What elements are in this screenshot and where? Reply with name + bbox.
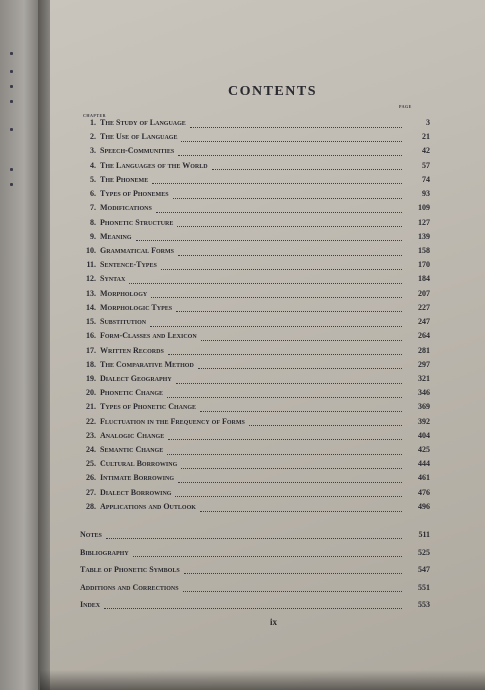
toc-entry <box>80 244 430 258</box>
toc-entry <box>80 301 430 315</box>
toc-entry <box>80 258 430 272</box>
dot-leader <box>181 464 402 469</box>
facing-page-mark <box>10 52 13 55</box>
toc-entry <box>80 272 430 286</box>
page-ref: 404 <box>418 430 430 440</box>
toc-entry <box>80 443 430 457</box>
chapter-title: Meaning <box>100 231 132 241</box>
page-ref: 21 <box>422 132 430 142</box>
chapter-list <box>80 116 430 514</box>
chapter-title: Grammatical Forms <box>100 245 174 255</box>
chapter-title: The Comparative Method <box>100 359 194 369</box>
toc-entry <box>80 457 430 471</box>
chapter-number: 9. <box>90 231 96 241</box>
page-ref: 170 <box>418 260 430 270</box>
chapter-title: Form-Classes and Lexicon <box>100 331 197 341</box>
chapter-title: Dialect Borrowing <box>100 487 172 497</box>
page-ref: 525 <box>418 547 430 557</box>
facing-page-mark <box>10 100 13 103</box>
page-ref: 3 <box>426 118 430 127</box>
dot-leader <box>129 279 402 284</box>
toc-entry <box>80 201 430 215</box>
chapter-number: 5. <box>90 174 96 184</box>
chapter-number: 26. <box>86 473 96 483</box>
chapter-title: Sentence-Types <box>100 260 157 270</box>
chapter-number: 24. <box>86 445 96 455</box>
toc-entry <box>80 130 430 144</box>
page-ref: 369 <box>418 402 430 412</box>
dot-leader <box>176 379 402 384</box>
toc-entry <box>80 287 430 301</box>
chapter-number: 13. <box>86 288 96 298</box>
page-ref: 297 <box>418 359 430 369</box>
chapter-number: 19. <box>86 373 96 383</box>
chapter-number: 20. <box>86 388 96 398</box>
chapter-number: 17. <box>86 345 96 355</box>
page-ref: 93 <box>422 189 430 199</box>
page-ref: 74 <box>422 174 430 184</box>
chapter-number: 16. <box>86 331 96 341</box>
page-ref: 551 <box>418 582 430 592</box>
dot-leader <box>133 552 402 557</box>
page-ref: 496 <box>418 501 430 511</box>
chapter-title: Types of Phonetic Change <box>100 402 197 412</box>
page-ref: 281 <box>418 345 430 355</box>
dot-leader <box>178 151 402 156</box>
toc-entry <box>80 230 430 244</box>
dot-leader <box>167 450 402 455</box>
dot-leader <box>176 307 402 312</box>
dot-leader <box>177 222 402 227</box>
chapter-number: 18. <box>86 359 96 369</box>
toc-entry <box>80 429 430 443</box>
toc-entry <box>80 187 430 201</box>
dot-leader <box>168 435 402 440</box>
chapter-title: Morphology <box>100 288 148 298</box>
dot-leader <box>178 251 402 256</box>
toc-entry <box>80 216 430 230</box>
page-ref: 511 <box>418 530 430 539</box>
back-matter-list <box>80 526 430 614</box>
chapter-number: 1. <box>90 118 96 127</box>
chapter-title: Syntax <box>100 274 126 284</box>
dot-leader <box>249 421 402 426</box>
back-matter-title: Notes <box>80 530 102 539</box>
page-ref: 158 <box>418 245 430 255</box>
page-ref: 346 <box>418 388 430 398</box>
toc-entry <box>80 144 430 158</box>
facing-page-mark <box>10 70 13 73</box>
page-ref: 547 <box>418 565 430 574</box>
page-title: CONTENTS <box>227 84 318 99</box>
dot-leader <box>200 507 402 512</box>
chapter-title: Cultural Borrowing <box>100 459 178 469</box>
back-matter-entry <box>80 596 430 614</box>
toc-entry <box>80 400 430 414</box>
back-matter-entry <box>80 526 430 544</box>
chapter-number: 28. <box>86 501 96 511</box>
dot-leader <box>190 123 402 128</box>
page-ref: 57 <box>422 160 430 170</box>
dot-leader <box>173 194 402 199</box>
dot-leader <box>150 322 402 327</box>
page-ref: 321 <box>418 373 430 383</box>
toc-entry <box>80 315 430 329</box>
toc-entry <box>80 386 430 400</box>
page-ref: 227 <box>418 302 430 312</box>
dot-leader <box>156 208 402 213</box>
chapter-number: 4. <box>90 160 96 170</box>
chapter-title: Types of Phonemes <box>100 189 169 199</box>
dot-leader <box>168 350 402 355</box>
chapter-title: Phonetic Structure <box>100 217 174 227</box>
dot-leader <box>104 604 402 609</box>
dot-leader <box>136 236 402 241</box>
back-matter-title: Additions and Corrections <box>80 582 179 592</box>
back-matter-entry <box>80 561 430 579</box>
page-ref: 461 <box>418 473 430 483</box>
facing-page-mark <box>10 128 13 131</box>
dot-leader <box>184 569 402 574</box>
chapter-title: Intimate Borrowing <box>100 473 175 483</box>
toc-entry <box>80 372 430 386</box>
page-ref: 207 <box>418 288 430 298</box>
page-ref: 392 <box>418 416 430 426</box>
dot-leader <box>200 407 402 412</box>
back-matter-title: Index <box>80 600 101 609</box>
page-ref: 444 <box>418 459 430 469</box>
chapter-number: 14. <box>86 302 96 312</box>
chapter-number: 23. <box>86 430 96 440</box>
chapter-title: Applications and Outlook <box>100 501 196 511</box>
chapter-title: Morphologic Types <box>100 302 173 312</box>
chapter-title: Fluctuation in the Frequency of Forms <box>100 416 245 426</box>
chapter-number: 6. <box>90 189 96 199</box>
dot-leader <box>175 492 402 497</box>
chapter-number: 12. <box>86 274 96 284</box>
dot-leader <box>181 137 402 142</box>
toc-entry <box>80 358 430 372</box>
chapter-title: Analogic Change <box>100 430 165 440</box>
chapter-title: The Languages of the World <box>100 160 208 170</box>
page-ref: 109 <box>418 203 430 213</box>
dot-leader <box>167 393 402 398</box>
toc-entry <box>80 486 430 500</box>
chapter-title: Semantic Change <box>100 445 164 455</box>
page-column-header: PAGE <box>399 104 412 109</box>
back-matter-title: Bibliography <box>80 547 129 557</box>
chapter-number: 15. <box>86 317 96 327</box>
dot-leader <box>201 336 402 341</box>
facing-page-mark <box>10 168 13 171</box>
page-ref: 553 <box>418 600 430 609</box>
facing-page-mark <box>10 183 13 186</box>
dot-leader <box>161 265 402 270</box>
chapter-title: The Use of Language <box>100 132 178 142</box>
page-ref: 139 <box>418 231 430 241</box>
chapter-number: 10. <box>86 245 96 255</box>
chapter-number: 2. <box>90 132 96 142</box>
chapter-number: 25. <box>86 459 96 469</box>
chapter-column-header: CHAPTER <box>83 113 107 118</box>
page-ref: 425 <box>418 445 430 455</box>
toc-entry <box>80 415 430 429</box>
dot-leader <box>212 165 402 170</box>
chapter-title: Substitution <box>100 317 147 327</box>
page-ref: 264 <box>418 331 430 341</box>
page-ref: 476 <box>418 487 430 497</box>
chapter-title: The Study of Language <box>100 118 186 127</box>
dot-leader <box>183 587 402 592</box>
contents-page <box>50 0 485 690</box>
chapter-title: Dialect Geography <box>100 373 172 383</box>
facing-page-edge <box>0 0 40 690</box>
toc-entry <box>80 329 430 343</box>
toc-entry <box>80 500 430 514</box>
dot-leader <box>106 534 402 539</box>
page-ref: 247 <box>418 317 430 327</box>
toc-entry <box>80 344 430 358</box>
page-ref: 184 <box>418 274 430 284</box>
chapter-number: 11. <box>86 260 96 270</box>
page-ref: 127 <box>418 217 430 227</box>
chapter-number: 27. <box>86 487 96 497</box>
dot-leader <box>198 364 402 369</box>
chapter-number: 21. <box>86 402 96 412</box>
toc-entry <box>80 471 430 485</box>
dot-leader <box>152 179 402 184</box>
chapter-title: Written Records <box>100 345 164 355</box>
chapter-number: 3. <box>90 146 96 156</box>
chapter-number: 8. <box>90 217 96 227</box>
page-ref: 42 <box>422 146 430 156</box>
facing-page-mark <box>10 85 13 88</box>
dot-leader <box>178 478 402 483</box>
toc-entry <box>80 116 430 130</box>
back-matter-entry <box>80 544 430 562</box>
bottom-shadow <box>40 670 485 690</box>
chapter-title: Phonetic Change <box>100 388 164 398</box>
toc-entry <box>80 159 430 173</box>
chapter-title: Modifications <box>100 203 152 213</box>
chapter-title: Speech-Communities <box>100 146 175 156</box>
chapter-number: 22. <box>86 416 96 426</box>
toc-entry <box>80 173 430 187</box>
dot-leader <box>151 293 402 298</box>
chapter-number: 7. <box>90 203 96 213</box>
back-matter-entry <box>80 579 430 597</box>
chapter-title: The Phoneme <box>100 174 149 184</box>
page-number: ix <box>269 617 277 627</box>
back-matter-title: Table of Phonetic Symbols <box>80 565 180 574</box>
